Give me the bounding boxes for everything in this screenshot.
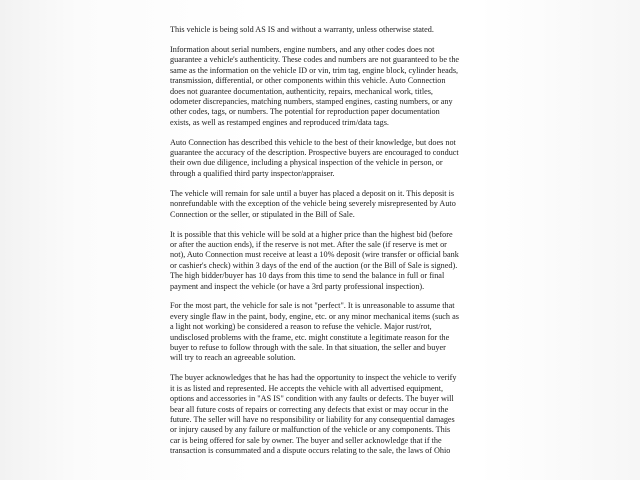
paragraph-deposit [170,189,475,220]
text-line: will try to reach an agreeable solution. [170,353,296,363]
paragraph-not-perfect [170,301,475,363]
text-line: a light not working) be considered a reason to refuse the vehicle. Major rust/rot, [170,322,432,332]
text-line: future. The seller will have no responsibility or liability for any consequential damages [170,415,455,424]
text-line: other codes, tags, or numbers. The potential for reproduction paper documentation [170,107,440,117]
text-line: For the most part, the vehicle for sale is not "perfect". It is unreasonable to assume that [170,301,455,311]
text-line: transmission, differential, or other components within this vehicle. Auto Connection [170,76,446,86]
text-line: guarantee a vehicle's authenticity. These codes and numbers are not guaranteed to be the [170,55,460,65]
text-line: exists, as well as restamped engines and reproduced trim/data tags. [170,117,389,127]
paragraph-serial-numbers [170,45,475,128]
text-line: Information about serial numbers, engine numbers, and any other codes does not [170,44,435,54]
text-line: buyer to refuse to follow through with the sale. In that situation, the seller and buyer [170,343,446,353]
text-line: odometer discrepancies, matching numbers, stamped engines, casting numbers, or any [170,96,453,106]
text-line: their own due diligence, including a physical inspection of the vehicle in person, or [170,158,443,168]
text-line: This vehicle is being sold AS IS and without a warranty, unless otherwise stated. [170,25,434,34]
text-line: or cashier's check) within 3 days of the end of the auction (or the Bill of Sale is signed). [170,260,458,270]
text-line: The vehicle will remain for sale until a buyer has placed a deposit on it. This deposit is [170,188,455,198]
text-line: it is as listed and represented. He accepts the vehicle with all advertised equipment, [170,383,444,393]
text-line: It is possible that this vehicle will be sold at a higher price than the highest bid (before [170,229,453,239]
text-line: The buyer acknowledges that he has had the opportunity to inspect the vehicle to verify [170,373,457,383]
text-line: through a qualified third party inspector/appraiser. [170,168,335,178]
text-line: or after the auction ends), if the reserve is not met. After the sale (if reserve is met or [170,239,447,249]
text-line: Connection or the seller, or stipulated in the Bill of Sale. [170,209,355,219]
paragraph-description-accuracy [170,138,475,180]
text-line: bear all future costs of repairs or correcting any defects that exist or may occur in the [170,404,449,414]
paragraph-reserve-payment [170,230,475,292]
text-line: transaction is consummated and a dispute occurs relating to the sale, the laws of Ohio [170,446,451,456]
document-body [170,25,475,466]
text-line: does not guarantee documentation, authenticity, repairs, mechanical work, titles, [170,86,433,96]
text-line: undisclosed problems with the frame, etc. might constitute a legitimate reason for the [170,332,450,342]
text-line: every single flaw in the paint, body, engine, etc. or any minor mechanical items (such as [170,311,459,321]
paragraph-as-is [170,25,475,35]
text-line: Auto Connection has described this vehicle to the best of their knowledge, but does not [170,137,456,147]
text-line: or injury caused by any failure or malfunction of the vehicle or any components. This [170,425,451,435]
text-line: options and accessories in "AS IS" condition with any faults or defects. The buyer will [170,394,454,404]
paragraph-buyer-acknowledgement [170,373,475,456]
text-line: nonrefundable with the exception of the vehicle being severely misrepresented by Auto [170,199,456,209]
text-line: guarantee the accuracy of the description. Prospective buyers are encouraged to conduct [170,148,459,158]
text-line: The high bidder/buyer has 10 days from this time to send the balance in full or final [170,271,445,281]
text-line: payment and inspect the vehicle (or have a 3rd party professional inspection). [170,281,425,291]
text-line: same as the information on the vehicle ID or vin, trim tag, engine block, cylinder heads, [170,65,459,75]
text-line: not), Auto Connection must receive at least a 10% deposit (wire transfer or official bank [170,250,459,260]
text-line: car is being offered for sale by owner. The buyer and seller acknowledge that if the [170,435,442,445]
